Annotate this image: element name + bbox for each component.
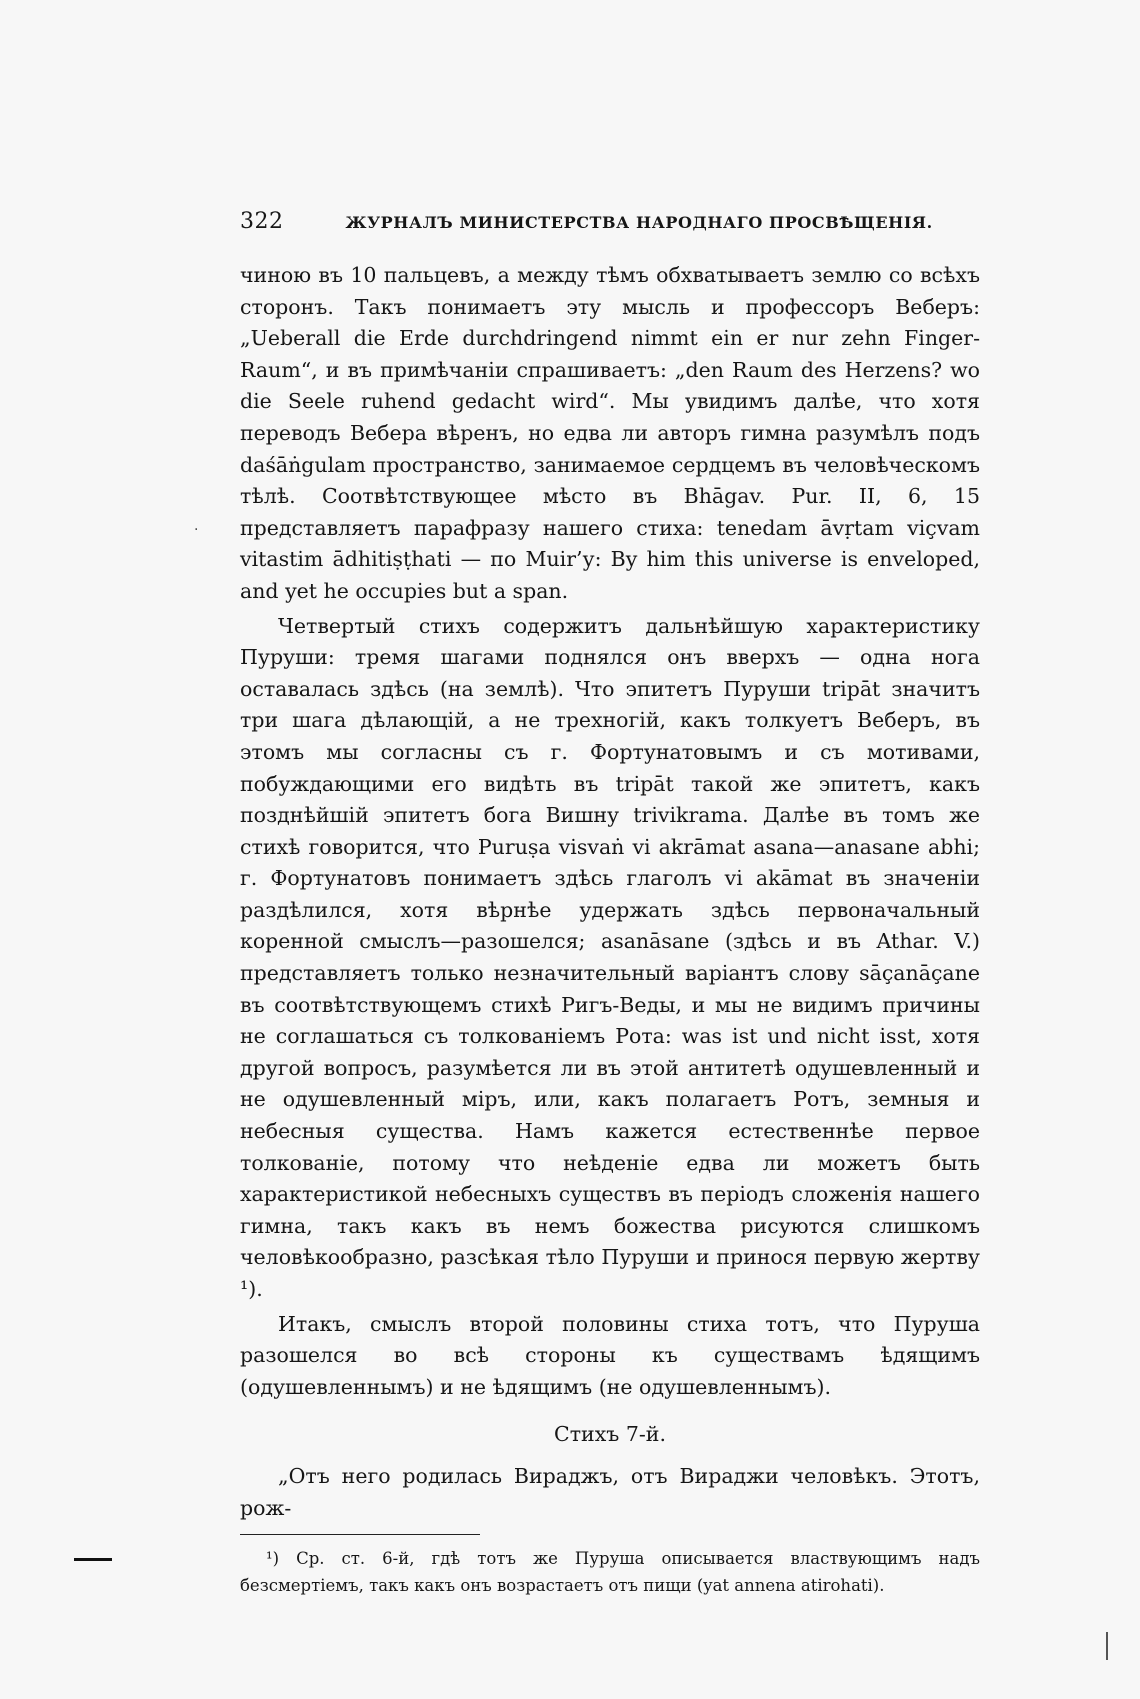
text-block xyxy=(240,206,980,1599)
section-heading: Стихъ 7-й. xyxy=(554,1422,666,1447)
edge-mark xyxy=(1106,1632,1108,1660)
paragraph-1: чиною въ 10 пальцевъ, а между тѣмъ обхватываетъ землю со всѣхъ сторонъ. Такъ понимаетъ эту мысль и профессоръ Веберъ: „Ueberall die Erde durchdringend nimmt ein er nur zehn Finger-Raum“, и въ примѣчаніи спрашиваетъ: „den Raum des Herzens? wo die Seele ruhend gedacht wird“. Мы увидимъ далѣе, что хотя переводъ Вебера вѣренъ, но едва ли авторъ гимна разумѣлъ подъ daśāṅgulam пространство, занимаемое сердцемъ въ человѣческомъ тѣлѣ. Соотвѣтствующее мѣсто въ Bhāgav. Pur. II, 6, 15 представляетъ парафразу нашего стиха: tenedam āvṛtam viçvam vitastim ādhitiṣṭhati — по Muir’у: By him this universe is enveloped, and yet he occupies but a span. xyxy=(240,263,980,603)
margin-dash-mark xyxy=(74,1558,112,1561)
margin-dot: · xyxy=(194,522,199,538)
footnote-rule xyxy=(240,1534,480,1535)
footnote: ¹) Ср. ст. 6-й, гдѣ тотъ же Пуруша описывается властвующимъ надъ безсмертіемъ, такъ какъ онъ возрастаетъ отъ пищи (yat annena atirohati). xyxy=(240,1549,980,1596)
running-head: ЖУРНАЛЪ МИНИСТЕРСТВА НАРОДНАГО ПРОСВѢЩЕНІЯ. xyxy=(345,213,933,232)
page-header xyxy=(240,206,980,246)
page-number: 322 xyxy=(240,209,284,234)
closing-line: „Отъ него родилась Вираджъ, отъ Вираджи человѣкъ. Этотъ, рож- xyxy=(240,1463,980,1520)
paragraph-3: Итакъ, смыслъ второй половины стиха тотъ, что Пуруша разошелся во всѣ стороны къ существамъ ѣдящимъ (одушевленнымъ) и не ѣдящимъ (не одушевленнымъ). xyxy=(240,1311,980,1399)
paragraph-2: Четвертый стихъ содержитъ дальнѣйшую характеристику Пуруши: тремя шагами поднялся онъ вверхъ — одна нога оставалась здѣсь (на землѣ). Что эпитетъ Пуруши tripāt значитъ три шага дѣлающій, а не трехногій, какъ толкуетъ Веберъ, въ этомъ мы согласны съ г. Фортунатовымъ и съ мотивами, побуждающими его видѣть въ tripāt такой же эпитетъ, какъ позднѣйшій эпитетъ бога Вишну trivikrama. Далѣе въ томъ же стихѣ говорится, что Puruṣa visvaṅ vi akrāmat asana—anasane abhi; г. Фортунатовъ понимаетъ здѣсь глаголъ vi akāmat въ значеніи раздѣлился, хотя вѣрнѣе удержать здѣсь первоначальный коренной смыслъ—разошелся; asanāsane (здѣсь и въ Athar. V.) представляетъ только незначительный варіантъ слову sāçanāçane въ соотвѣтствующемъ стихѣ Ригъ-Веды, и мы не видимъ причины не соглашаться съ толкованіемъ Рота: was ist und nicht isst, хотя другой вопросъ, разумѣется ли въ этой антитетѣ одушевленный и не одушевленный міръ, или, какъ полагаетъ Ротъ, земныя и небесныя существа. Намъ кажется естественнѣе первое толкованіе, потому что неѣденіе едва ли можетъ быть характеристикой небесныхъ существъ въ періодъ сложенія нашего гимна, такъ какъ въ немъ божества рисуются слишкомъ человѣкообразно, разсѣкая тѣло Пуруши и принося первую жертву ¹). xyxy=(240,613,980,1301)
